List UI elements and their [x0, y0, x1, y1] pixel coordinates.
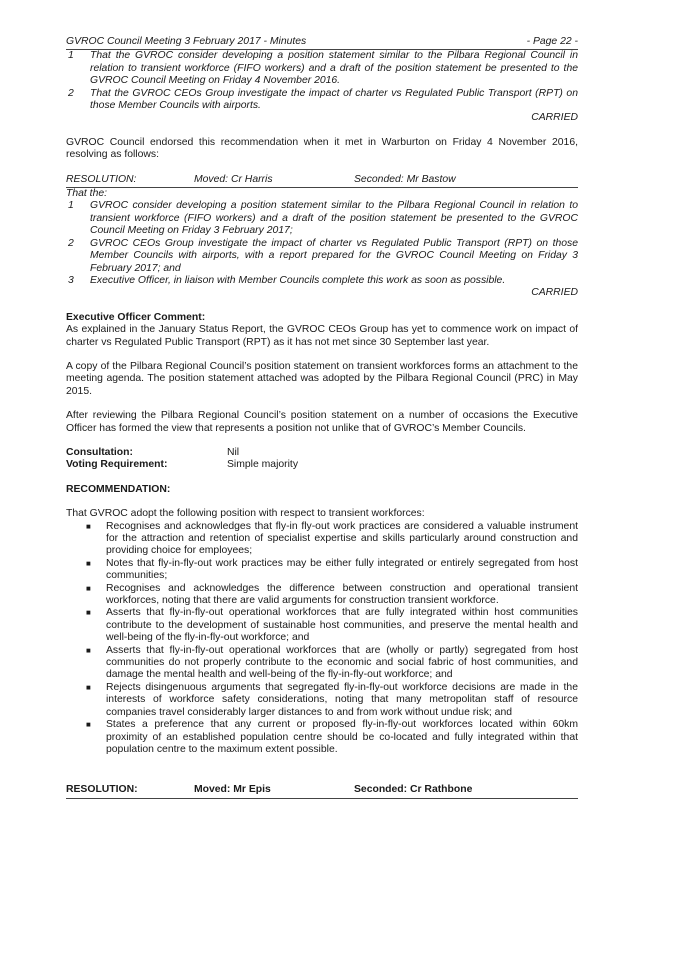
bullet-text: Asserts that fly-in-fly-out operational workforces that are (wholly or partly) segregated from host communities do not properly contribute to the economic and social fabric of host communities, and damage the mental health and well-being of the fly-in-fly-out workforce; and: [106, 644, 578, 681]
eo-comment-paragraph-1: As explained in the January Status Report, the GVROC CEOs Group has yet to commence work on impact of charter vs Regulated Public Transport (RPT) as it has not met since 30 September last year.: [66, 324, 578, 348]
list-item: [66, 50, 578, 87]
top-numbered-list: [66, 50, 578, 112]
bullet-text: States a preference that any current or proposed fly-in-fly-out workforces located within 60km proximity of an established population centre should be co-located and fully integrated within that population centre to the maximum extent possible.: [106, 719, 578, 755]
list-text: That the GVROC CEOs Group investigate the impact of charter vs Regulated Public Transport (RPT) on those Member Councils with airports.: [90, 87, 578, 112]
resolution-seconded: Seconded: Mr Bastow: [354, 173, 456, 185]
list-item: [66, 88, 578, 113]
list-text: Executive Officer, in liaison with Member Councils complete this work as soon as possible.: [90, 274, 506, 286]
list-item: [86, 719, 578, 756]
list-number: 1: [68, 200, 74, 212]
list-text: GVROC consider developing a position statement similar to the Pilbara Regional Council in relation to transient workforce (FIFO workers) and a draft of the position statement be presented to the GVROC Council Meeting on Friday 3 February 2017;: [90, 200, 578, 237]
list-text: That the GVROC consider developing a position statement similar to the Pilbara Regional Council in relation to transient workforce (FIFO workers) and a draft of the position statement be presented to the GVROC Council Meeting on Friday 4 November 2016.: [90, 50, 578, 87]
list-item: [86, 607, 578, 644]
header-title: GVROC Council Meeting 3 February 2017 - Minutes: [66, 36, 307, 47]
list-item: [86, 682, 578, 719]
list-number: 1: [68, 50, 74, 62]
recommendation-heading: RECOMMENDATION:: [66, 483, 171, 495]
list-item: [86, 583, 578, 608]
bullet-icon: ■: [86, 645, 91, 655]
list-number: 3: [68, 274, 74, 286]
bullet-icon: ■: [86, 608, 91, 618]
eo-comment-paragraph-2: A copy of the Pilbara Regional Council’s position statement on transient workforces forms an attachment to the meeting agenda. The position statement attached was adopted by the Pilbara Regional Council (PRC) in May 2015.: [66, 360, 578, 397]
voting-value: Simple majority: [227, 459, 299, 471]
list-text: GVROC CEOs Group investigate the impact of charter vs Regulated Public Transport (RPT) on those Member Councils with airports, with a report prepared for the GVROC Council Meeting on Friday 3 February 2017; and: [90, 237, 578, 274]
recommendation-intro: That GVROC adopt the following position with respect to transient workforces:: [66, 508, 425, 520]
bullet-icon: ■: [86, 558, 91, 568]
resolution-row-final: [66, 784, 578, 798]
list-item: [86, 645, 578, 682]
list-item: [86, 521, 578, 558]
resolution-list: [66, 200, 578, 287]
list-item: [66, 200, 578, 237]
voting-label: Voting Requirement:: [66, 459, 168, 471]
consultation-row: [66, 447, 578, 459]
bullet-icon: ■: [86, 682, 91, 692]
eo-comment-heading: Executive Officer Comment:: [66, 311, 206, 323]
resolution-label: RESOLUTION:: [66, 784, 138, 796]
bullet-icon: ■: [86, 720, 91, 730]
minutes-page: [66, 36, 578, 799]
resolution-row: [66, 174, 578, 188]
consultation-value: Nil: [227, 446, 240, 458]
resolution-moved: Moved: Mr Epis: [194, 784, 271, 796]
consultation-label: Consultation:: [66, 446, 133, 458]
header-page-number: - Page 22 -: [526, 36, 578, 47]
list-number: 2: [68, 237, 74, 249]
voting-row: [66, 459, 578, 471]
resolution-seconded: Seconded: Cr Rathbone: [354, 784, 473, 796]
carried-label: CARRIED: [531, 287, 578, 299]
bullet-text: Rejects disingenuous arguments that segregated fly-in-fly-out workforce decisions are made in the interests of workforce safety considerations, noting that many metropolitan staff of resource companies travel considerably larger distances to and from work without undue risk; and: [106, 681, 578, 718]
resolution-label: RESOLUTION:: [66, 173, 137, 185]
list-item: [66, 275, 578, 287]
resolution-moved: Moved: Cr Harris: [194, 173, 273, 185]
eo-comment-paragraph-3: After reviewing the Pilbara Regional Council’s position statement on a number of occasions the Executive Officer has formed the view that represents a position not unlike that of GVROC’s Member Councils.: [66, 410, 578, 434]
carried-label: CARRIED: [531, 112, 578, 124]
list-item: [86, 558, 578, 583]
bullet-icon: ■: [86, 521, 91, 531]
bullet-icon: ■: [86, 583, 91, 593]
recommendation-bullets: [66, 521, 578, 757]
list-number: 2: [68, 87, 74, 99]
that-the-label: That the:: [66, 188, 108, 200]
bullet-text: Recognises and acknowledges the difference between construction and operational transient workforces, noting that there are valid arguments for construction transient workforce.: [106, 582, 578, 607]
bullet-text: Notes that fly-in-fly-out work practices may be either fully integrated or entirely segregated from host communities;: [106, 557, 578, 582]
endorsed-paragraph: GVROC Council endorsed this recommendation when it met in Warburton on Friday 4 November 2016, resolving as follows:: [66, 136, 578, 161]
bullet-text: Asserts that fly-in-fly-out operational workforces that are fully integrated within host communities contribute to the development of sustainable host communities, and preserve the mental health and well-being of the fly-in-fly-out workforce; and: [106, 607, 578, 644]
list-item: [66, 238, 578, 275]
bullet-text: Recognises and acknowledges that fly-in fly-out work practices are considered a valuable instrument for the attraction and retention of specialist expertise and skills particularly around construction and providing choice for employees;: [106, 520, 578, 557]
page-header: [66, 36, 578, 50]
